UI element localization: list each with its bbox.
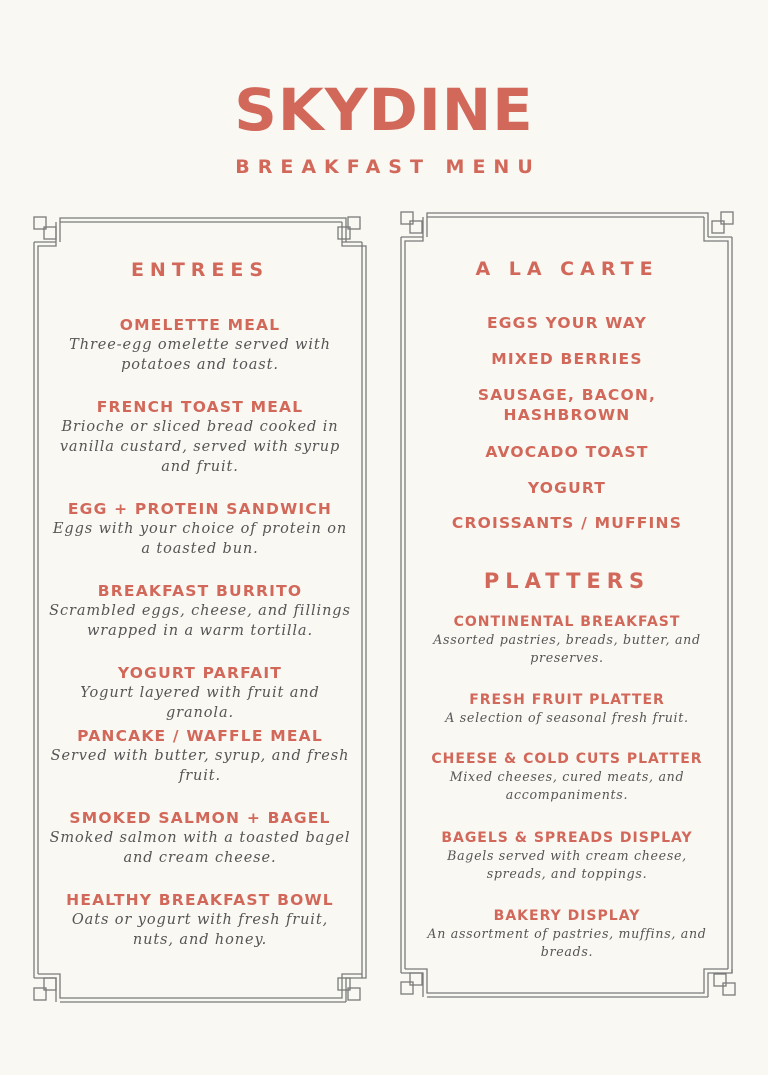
item-name: HEALTHY BREAKFAST BOWL: [66, 891, 334, 909]
a-la-carte-item: MIXED BERRIES: [491, 350, 643, 368]
item-name: YOGURT PARFAIT: [117, 664, 283, 682]
item-name: CHEESE & COLD CUTS PLATTER: [431, 751, 703, 767]
item-description: Three-egg omelette served with potatoes and toast.: [69, 337, 331, 373]
a-la-carte-item: SAUSAGE, BACON, HASHBROWN: [477, 386, 657, 424]
menu-item: [40, 315, 360, 375]
item-name: BREAKFAST BURRITO: [97, 582, 303, 600]
item-name: OMELETTE MEAL: [119, 316, 281, 334]
platter-item: [416, 907, 718, 961]
item-description: Oats or yogurt with fresh fruit, nuts, and honey.: [71, 912, 329, 948]
item-name: FRESH FRUIT PLATTER: [469, 692, 665, 708]
item-name: BAGELS & SPREADS DISPLAY: [441, 830, 693, 846]
a-la-carte-item: YOGURT: [527, 479, 607, 497]
a-la-carte-item: AVOCADO TOAST: [485, 443, 649, 461]
section-title-entrees: ENTREES: [130, 259, 270, 281]
platter-item: [416, 829, 718, 883]
brand-title: SKYDINE: [234, 76, 534, 144]
item-description: Bagels served with cream cheese, spreads, and toppings.: [447, 848, 687, 881]
menu-item: [40, 890, 360, 950]
item-description: Eggs with your choice of protein on a toasted bun.: [52, 521, 348, 557]
item-description: Served with butter, syrup, and fresh fruit.: [50, 748, 350, 784]
item-description: A selection of seasonal fresh fruit.: [445, 710, 689, 725]
menu-item: [40, 499, 360, 559]
item-description: An assortment of pastries, muffins, and breads.: [427, 926, 707, 959]
a-la-carte-item: CROISSANTS / MUFFINS: [451, 514, 683, 532]
a-la-carte-item: EGGS YOUR WAY: [486, 314, 648, 332]
item-name: SMOKED SALMON + BAGEL: [69, 809, 331, 827]
menu-subtitle: BREAKFAST MENU: [235, 156, 541, 178]
section-title-a-la-carte: A LA CARTE: [475, 258, 659, 280]
item-name: CONTINENTAL BREAKFAST: [453, 614, 681, 630]
item-name: BAKERY DISPLAY: [493, 908, 641, 924]
menu-item: [40, 581, 360, 641]
item-name: FRENCH TOAST MEAL: [96, 398, 304, 416]
item-description: Yogurt layered with fruit and granola.: [80, 685, 320, 721]
item-name: EGG + PROTEIN SANDWICH: [67, 500, 333, 518]
section-title-platters: PLATTERS: [483, 569, 651, 593]
item-name: PANCAKE / WAFFLE MEAL: [77, 727, 323, 745]
platter-item: [416, 750, 718, 804]
menu-item: [40, 663, 360, 723]
entrees-section: [40, 0, 360, 1075]
a-la-carte-section: [416, 0, 718, 1075]
item-description: Brioche or sliced bread cooked in vanilla custard, served with syrup and fruit.: [59, 419, 341, 475]
item-description: Mixed cheeses, cured meats, and accompaniments.: [449, 769, 685, 802]
item-description: Scrambled eggs, cheese, and fillings wrapped in a warm tortilla.: [49, 603, 351, 639]
menu-item: [40, 726, 360, 786]
platter-item: [416, 691, 718, 727]
platter-item: [416, 613, 718, 667]
menu-item: [40, 397, 360, 477]
menu-item: [40, 808, 360, 868]
item-description: Smoked salmon with a toasted bagel and cream cheese.: [49, 830, 351, 866]
item-description: Assorted pastries, breads, butter, and preserves.: [433, 632, 701, 665]
